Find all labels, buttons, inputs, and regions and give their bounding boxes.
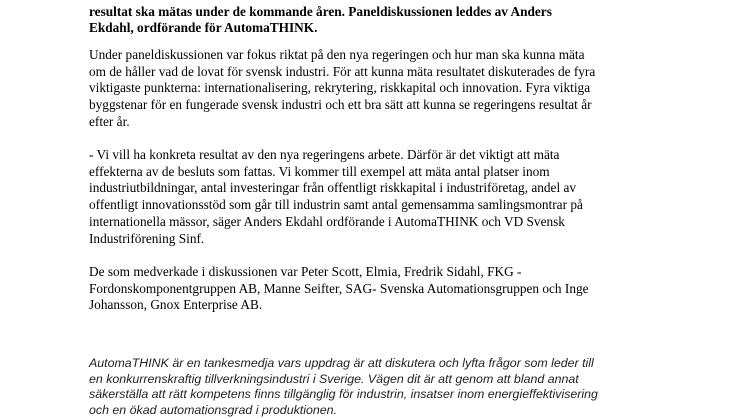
footer-line: och en ökad automationsgrad i produktionen.: [89, 403, 337, 418]
paragraph-line: effekterna av de besluts som fattas. Vi kommer till exempel att mäta antal platser inom: [89, 163, 550, 179]
paragraph-line: Under paneldiskussionen var fokus riktat på den nya regeringen och hur man ska kunna mäta: [89, 47, 585, 62]
paragraph-line: byggstenar för en fungerade svensk industri och ett bra sätt att kunna se regeringens resultat år: [89, 97, 592, 113]
paragraph-line: internationella mässor, säger Anders Ekdahl ordförande i AutomaTHINK och VD Svensk: [89, 213, 565, 229]
lead-line: resultat ska mätas under de kommande åren. Paneldiskussionen leddes av Anders: [89, 3, 552, 19]
footer-line: AutomaTHINK är en tankesmedja vars uppdrag är att diskutera och lyfta frågor som leder till: [89, 356, 594, 370]
paragraph-line: viktigaste punkterna: internationalisering, rekrytering, riskkapital och innovation. Fyra viktiga: [89, 80, 591, 96]
footer-line: en konkurrenskraftig tillverkningsindustri i Sverige. Vägen dit är att genom att bland annat: [89, 371, 579, 386]
paragraph-line: efter år.: [89, 113, 130, 129]
lead-paragraph: [89, 0, 689, 37]
paragraph-line: offentligt innovationsstöd som går till industrin samt antal gemensamma samlingsmontrar på: [89, 197, 583, 213]
paragraph-line: om de håller vad de lovat för svensk industri. För att kunna mäta resultatet diskuterades de fyra: [89, 63, 596, 79]
paragraph-line: industriutbildningar, antal investeringar från offentligt riskkapital i industriföretag, andel av: [89, 180, 577, 196]
about-footer: [89, 356, 689, 419]
body-paragraph-participants: [89, 264, 689, 314]
paragraph-line: - Vi vill ha konkreta resultat av den nya regeringens arbete. Därför är det viktigt att mäta: [89, 147, 560, 162]
body-paragraph-quote: [89, 147, 689, 247]
lead-line: Ekdahl, ordförande för AutomaTHINK.: [89, 20, 318, 36]
paragraph-line: Fordonskomponentgruppen AB, Manne Seifter, SAG- Svenska Automationsgruppen och Inge: [89, 280, 589, 296]
paragraph-line: Johansson, Gnox Enterprise AB.: [89, 297, 263, 313]
paragraph-line: De som medverkade i diskussionen var Peter Scott, Elmia, Fredrik Sidahl, FKG -: [89, 264, 522, 279]
body-paragraph-focus: [89, 47, 689, 131]
paragraph-line: Industriförening Sinf.: [89, 230, 205, 246]
footer-line: säkerställa att rätt kompetens finns tillgänglig för industrin, insatser inom energieffektivisering: [89, 387, 598, 402]
